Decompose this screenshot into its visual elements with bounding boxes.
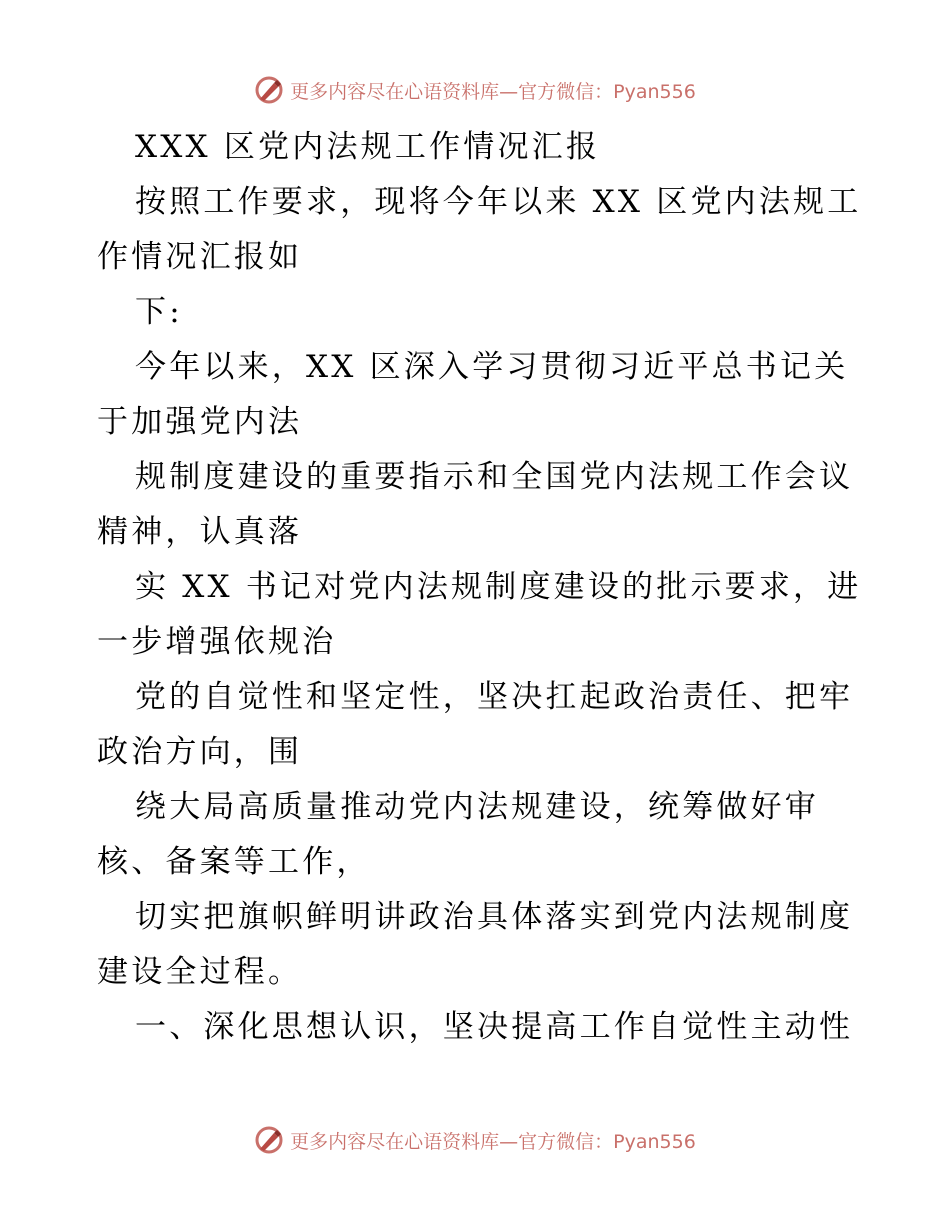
text-line: 规制度建设的重要指示和全国党内法规工作会议 bbox=[135, 459, 854, 495]
watermark-text: 更多内容尽在心语资料库—官方微信：Pyan556 bbox=[290, 80, 696, 103]
text-line: 实 XX 书记对党内法规制度建设的批示要求，进 bbox=[135, 569, 862, 605]
text-line: 下: bbox=[135, 294, 183, 330]
document-title: XXX 区党内法规工作情况汇报 bbox=[135, 129, 601, 165]
text-line: 党的自觉性和坚定性，坚决扛起政治责任、把牢 bbox=[135, 679, 854, 715]
text-line: 建设全过程。 bbox=[97, 954, 303, 990]
text-line: 切实把旗帜鲜明讲政治具体落实到党内法规制度 bbox=[135, 899, 854, 935]
document-body bbox=[97, 120, 862, 1055]
pen-logo-icon bbox=[254, 1125, 284, 1155]
header-watermark bbox=[0, 70, 950, 110]
text-line: 作情况汇报如 bbox=[97, 239, 303, 275]
pen-logo-icon bbox=[254, 75, 284, 105]
text-line: 今年以来，XX 区深入学习贯彻习近平总书记关 bbox=[135, 349, 849, 385]
text-line: 绕大局高质量推动党内法规建设，统筹做好审 bbox=[135, 789, 819, 825]
text-line: 精神，认真落 bbox=[97, 514, 303, 550]
text-line: 核、备案等工作， bbox=[97, 844, 371, 880]
watermark-text: 更多内容尽在心语资料库—官方微信：Pyan556 bbox=[290, 1130, 696, 1153]
text-line: 政治方向，围 bbox=[97, 734, 303, 770]
text-line: 于加强党内法 bbox=[97, 404, 303, 440]
text-line: 按照工作要求，现将今年以来 XX 区党内法规工 bbox=[135, 184, 862, 220]
footer-watermark bbox=[0, 1120, 950, 1160]
text-line: 一步增强依规治 bbox=[97, 624, 337, 660]
text-line: 一、深化思想认识，坚决提高工作自觉性主动性 bbox=[135, 1009, 854, 1045]
